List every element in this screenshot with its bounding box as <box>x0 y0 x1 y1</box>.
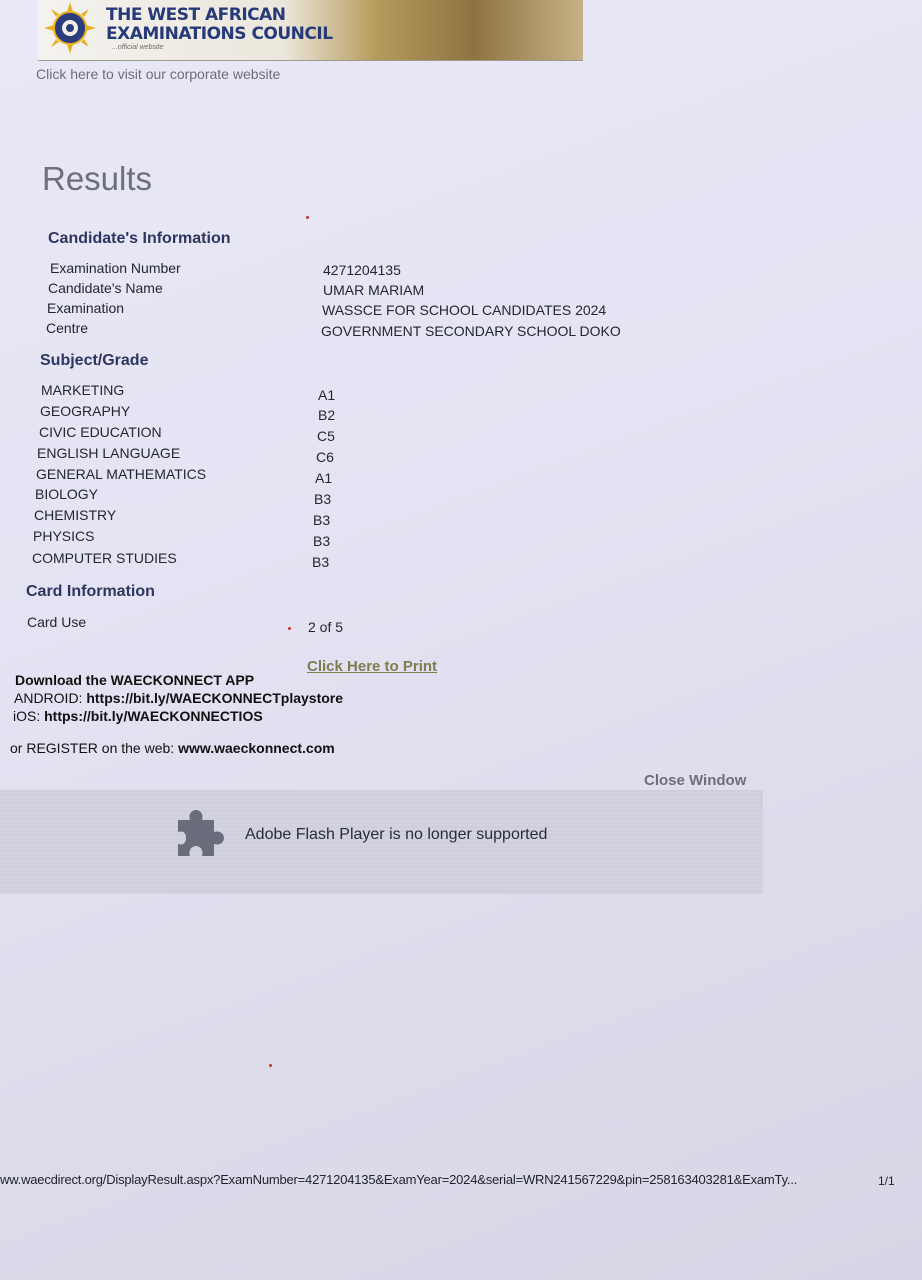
page-number: 1/1 <box>878 1174 895 1188</box>
candidate-info-heading: Candidate's Information <box>48 230 231 247</box>
ios-download-line <box>13 708 263 724</box>
subject-row: COMPUTER STUDIES <box>32 550 177 566</box>
android-label: ANDROID: <box>14 690 83 706</box>
android-download-link[interactable]: https://bit.ly/WAECKONNECTplaystore <box>86 690 344 706</box>
subject-row: PHYSICS <box>33 528 95 544</box>
bullet-icon <box>288 627 291 630</box>
candidate-name-value: UMAR MARIAM <box>323 282 425 298</box>
grade-value: A1 <box>318 387 336 403</box>
subject-row: ENGLISH LANGUAGE <box>37 445 181 461</box>
card-use-label: Card Use <box>27 614 87 630</box>
org-name-line2: EXAMINATIONS COUNCIL <box>106 24 333 44</box>
grade-value: C6 <box>316 449 334 465</box>
ios-label: iOS: <box>13 708 41 724</box>
subject-row: GENERAL MATHEMATICS <box>36 466 207 482</box>
exam-number-label: Examination Number <box>50 260 181 276</box>
subject-row: CHEMISTRY <box>34 507 117 523</box>
corporate-website-link[interactable]: Click here to visit our corporate website <box>36 66 281 82</box>
flash-unsupported-message: Adobe Flash Player is no longer supported <box>245 826 548 843</box>
waec-logo-icon <box>44 2 96 54</box>
subject-row: BIOLOGY <box>35 486 99 502</box>
grade-value: B3 <box>312 554 330 570</box>
stray-mark <box>269 1064 272 1067</box>
org-tagline: ...official website <box>112 44 164 51</box>
grade-value: B2 <box>318 407 336 423</box>
subject-row: GEOGRAPHY <box>40 403 131 419</box>
download-app-title: Download the WAECKONNECT APP <box>15 672 255 688</box>
centre-label: Centre <box>46 320 89 336</box>
stray-mark <box>306 216 309 219</box>
examination-label: Examination <box>47 300 125 316</box>
close-window-button[interactable]: Close Window <box>644 772 747 789</box>
page-title: Results <box>42 160 153 197</box>
grade-value: A1 <box>315 470 333 486</box>
exam-number-value: 4271204135 <box>323 262 401 278</box>
grade-value: C5 <box>317 428 335 444</box>
puzzle-piece-icon <box>172 804 228 860</box>
subject-row: CIVIC EDUCATION <box>39 424 162 440</box>
centre-value: GOVERNMENT SECONDARY SCHOOL DOKO <box>321 323 621 339</box>
register-label: or REGISTER on the web: <box>10 740 175 756</box>
subject-row: MARKETING <box>41 382 125 398</box>
org-name-line1: THE WEST AFRICAN <box>106 5 286 25</box>
card-info-heading: Card Information <box>26 583 155 600</box>
card-use-value: 2 of 5 <box>308 619 344 635</box>
android-download-line <box>14 690 343 706</box>
grade-value: B3 <box>314 491 332 507</box>
candidate-name-label: Candidate's Name <box>48 280 163 296</box>
grade-value: B3 <box>313 533 331 549</box>
grade-value: B3 <box>313 512 331 528</box>
examination-value: WASSCE FOR SCHOOL CANDIDATES 2024 <box>322 302 607 318</box>
register-link[interactable]: www.waeckonnect.com <box>178 740 335 756</box>
footer-url: ww.waecdirect.org/DisplayResult.aspx?ExamNumber=4271204135&ExamYear=2024&serial=WRN241567229&pin=258163403281&ExamTy... <box>0 1172 798 1187</box>
ios-download-link[interactable]: https://bit.ly/WAECKONNECTIOS <box>44 708 263 724</box>
subject-grade-heading: Subject/Grade <box>40 352 149 369</box>
register-line <box>10 740 335 756</box>
print-link[interactable]: Click Here to Print <box>307 658 438 675</box>
